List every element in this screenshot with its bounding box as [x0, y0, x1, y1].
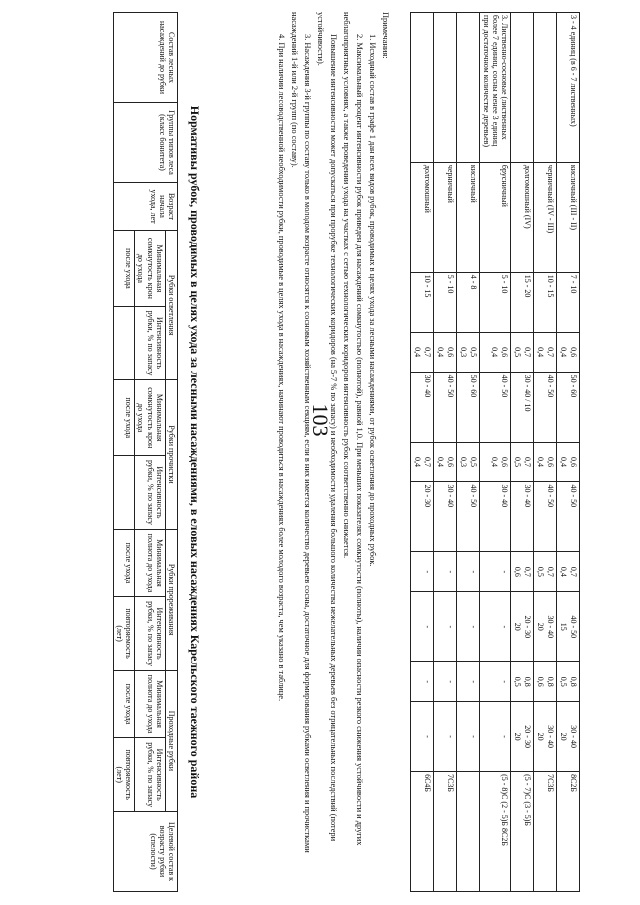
table-cell: (5 - 8)С (2 - 5)Б 8С2Б [480, 772, 511, 892]
table-cell: 30 - 40 [480, 482, 511, 552]
table-cell [411, 442, 434, 482]
cell-value: 0,6 [569, 347, 578, 358]
col-start-age: Возраст начала ухода, лет [113, 183, 177, 231]
table-cell: 40 - 50 [557, 482, 580, 552]
cell-value: 0,4 [559, 456, 568, 467]
table-cell: 50 - 60 [557, 372, 580, 442]
sub-after: после ухода [113, 670, 134, 738]
table-cell [534, 702, 557, 772]
cell-value: 20 - 30 [523, 615, 532, 639]
cell-value: 20 [513, 732, 522, 741]
table-cell: 7С3Б [434, 772, 457, 892]
note-item: 3. Насаждения 3-й группы по составу только в молодом возрасте относятся к сосновым хозяйственным секциям, если в них имеется количество деревьев сосны, достаточное для формирования рубками осветления и прочистками насаждений 1-й или 2-й групп (по составу). [290, 12, 312, 853]
table-cell: 4 - 8 [457, 272, 480, 332]
cell-value: 0,4 [436, 347, 446, 358]
table-cell: 7С3Б [534, 772, 557, 892]
cell-value: - [446, 570, 456, 574]
table-cell [434, 662, 457, 702]
page-number: 103 [308, 403, 333, 437]
cell-value: 0,7 [546, 566, 555, 577]
cell-value: - [469, 570, 479, 574]
cell-value: 0,6 [546, 456, 555, 467]
cell-value: 0,4 [413, 456, 423, 467]
table-cell [411, 592, 434, 662]
table-cell: 5 - 10 [480, 272, 511, 332]
table-cell: 40 - 50 [534, 372, 557, 442]
cell-value: - [423, 625, 433, 629]
cell-value: 0,3 [459, 456, 469, 467]
sub-intensity: Интенсивность рубки, % по запасу [135, 306, 166, 380]
table-cell: 40 - 50 [434, 372, 457, 442]
note-item: 4. При наличии лесоводственной необходимости рубки, проводимые в целях ухода в насаждениях, начинают проводиться в насаждениях более молодого возраста, чем указано в таблице. [277, 34, 286, 702]
cell-value: 0,4 [490, 456, 499, 467]
table-row [457, 13, 480, 892]
group-prochistka: Рубки прочистки [165, 380, 177, 529]
cell-value: - [500, 680, 509, 684]
table-cell [534, 662, 557, 702]
cell-value: 15 [559, 622, 568, 631]
table-cell [511, 592, 534, 662]
table-cell: 3 - 4 единиц (в 6 - 7 лиственных) [557, 13, 580, 163]
table-cell [511, 13, 534, 163]
table-cell [557, 332, 580, 372]
table-cell [511, 662, 534, 702]
cell-value: - [446, 735, 456, 738]
table-cell: 8С2Б [557, 772, 580, 892]
table-cell [411, 702, 434, 772]
table-cell: долгомошный (IV) [511, 162, 534, 272]
cell-value: - [423, 680, 433, 684]
cell-value: - [446, 625, 456, 629]
table-cell: 5 - 10 [434, 272, 457, 332]
table-cell [434, 592, 457, 662]
cell-value: 0,4 [436, 456, 446, 467]
table-cell [457, 13, 480, 163]
table-cell [457, 662, 480, 702]
cell-value: 20 - 30 [523, 725, 532, 748]
table-cell: 7 - 10 [557, 272, 580, 332]
table-cell: 30 - 40 / 10 [511, 372, 534, 442]
note-item: 1. Исходный состав в графе 1 дан всех видов рубок, проводимых в целях ухода за лесными насаждениями, от рубок осветления до проходных рубок. [368, 34, 377, 567]
table-cell [434, 552, 457, 592]
table-cell [457, 772, 480, 892]
cell-value: 0,5 [536, 566, 545, 577]
cell-value: - [423, 570, 433, 574]
table-cell [457, 592, 480, 662]
table-cell [411, 13, 434, 163]
table-cell [511, 702, 534, 772]
table-row [534, 13, 557, 892]
table-row [434, 13, 457, 892]
table-cell: кисличный (III - II) [557, 162, 580, 272]
spruce-norms-table [113, 12, 178, 892]
note-item: Повышение интенсивности может допускаться при прорубке технологических коридоров (на 5-7 % по запасу) и необходимости удаления большого количества нежелательных деревьев без отрицательных последствий (потери устойчивости). [316, 12, 338, 842]
col-forest-group: Группы типов леса (класс бонитета) [113, 103, 177, 183]
table-cell [557, 592, 580, 662]
table-cell [434, 702, 457, 772]
sub-min-fullness: Минимальная полнота до ухода [135, 529, 166, 597]
cell-value: 0,5 [469, 456, 479, 467]
cell-value: 30 - 40 [546, 615, 555, 639]
table-cell: 40 - 50 [457, 482, 480, 552]
table-cell [480, 662, 511, 702]
table-cell: 50 - 60 [457, 372, 480, 442]
cell-value: 20 [513, 622, 522, 631]
cell-value: - [423, 735, 433, 738]
cell-value: - [469, 680, 479, 684]
table-cell [557, 702, 580, 772]
table-cell [480, 702, 511, 772]
cell-value: 0,4 [536, 347, 545, 358]
table-cell [457, 702, 480, 772]
cell-value: 0,5 [469, 347, 479, 358]
table-cell: (5 - 7)С (3 - 5)Б [511, 772, 534, 892]
cell-value: - [500, 735, 509, 738]
cell-value: - [469, 735, 479, 738]
table-cell [434, 332, 457, 372]
sub-min-density: Минимальная сомкнутость крон до ухода [135, 380, 166, 456]
sub-after: после ухода [113, 529, 134, 597]
table-cell [457, 442, 480, 482]
table-cell [534, 442, 557, 482]
cell-value: 0,7 [546, 347, 555, 358]
table-cell: черничный [434, 162, 457, 272]
cell-value: 0,6 [446, 347, 456, 358]
sub-after: после ухода [113, 231, 134, 307]
cell-value: 0,4 [559, 347, 568, 358]
cell-value: 30 - 40 [569, 725, 578, 748]
cell-value: 0,6 [569, 456, 578, 467]
sub-after [113, 456, 134, 530]
table-cell: 40 - 50 [534, 482, 557, 552]
cell-value: - [469, 625, 479, 629]
sub-intensity: Интенсивность рубки, % по запасу [135, 456, 166, 530]
table-cell [480, 592, 511, 662]
cell-value: 0,5 [559, 676, 568, 687]
table-row [511, 13, 534, 892]
sub-min-density: Минимальная сомкнутость крон до ухода [135, 231, 166, 307]
cell-value: 0,7 [523, 566, 532, 577]
cell-value: 0,5 [513, 456, 522, 467]
cell-value: 0,4 [490, 347, 499, 358]
sub-intensity: Интенсивность рубки, % по запасу [135, 597, 166, 671]
table-cell [534, 552, 557, 592]
conifer-thinning-table [410, 12, 580, 892]
table-cell [457, 552, 480, 592]
table-cell: кисличный [457, 162, 480, 272]
note-item: 2. Максимальный процент интенсивности рубок приведен для насаждений сомкнутостью (полнотой), равной 1,0. При меньших показателях сомкнутости (полноты), наличии опасности резкого снижения устойчивости и других неблагоприятных условиях, а также проведении ухода на участках с сетью технологических коридоров интенсивность рубок соответственно снижается. [342, 12, 364, 846]
group-prokhodnye: Проходные рубки [165, 670, 177, 811]
cell-value: 0,8 [546, 676, 555, 687]
table-cell [557, 662, 580, 702]
cell-value: 0,4 [536, 456, 545, 467]
table-row [411, 13, 434, 892]
cell-value: 0,8 [523, 676, 532, 687]
cell-value: 0,3 [459, 347, 469, 358]
col-target: Целевой состав к возрасту рубки (спелости) [113, 812, 177, 892]
col-composition: Состав лесных насаждений до рубки [113, 13, 177, 103]
cell-value: 20 [536, 622, 545, 631]
cell-value: 0,7 [523, 347, 532, 358]
cell-value: 0,6 [500, 456, 509, 467]
table-cell: 20 - 30 [411, 482, 434, 552]
cell-value: 30 - 40 [546, 725, 555, 748]
table-cell: 15 - 20 [511, 272, 534, 332]
table-cell: 30 - 40 [411, 372, 434, 442]
cell-value: 0,6 [513, 566, 522, 577]
table-cell: долгомошный [411, 162, 434, 272]
group-prorezhivanie: Рубки прореживания [165, 529, 177, 670]
cell-value: 0,7 [569, 566, 578, 577]
notes-block [275, 12, 392, 892]
rotated-page-content [40, 12, 580, 892]
cell-value: 0,5 [513, 676, 522, 687]
table-cell [480, 442, 511, 482]
table-cell [411, 332, 434, 372]
cell-value: 20 [536, 732, 545, 741]
table-cell: 30 - 40 [434, 482, 457, 552]
group-osvetlenie: Рубки осветления [165, 231, 177, 380]
sub-after [113, 306, 134, 380]
table-cell [457, 332, 480, 372]
table-cell [534, 592, 557, 662]
table-cell [534, 332, 557, 372]
table-cell [411, 552, 434, 592]
notes-heading: Примечания: [381, 12, 390, 59]
table-cell: 10 - 15 [534, 272, 557, 332]
table-row [557, 13, 580, 892]
table-row [480, 13, 511, 892]
table-cell [557, 442, 580, 482]
table-cell [434, 13, 457, 163]
table-cell: 30 - 40 [511, 482, 534, 552]
table-cell: 40 - 50 [480, 372, 511, 442]
sub-intensity: Интенсивность рубки, % по запасу [135, 738, 166, 812]
table-cell [511, 442, 534, 482]
cell-value: 20 [559, 732, 568, 741]
table-cell: черничный (IV - III) [534, 162, 557, 272]
sub-after: после ухода [113, 380, 134, 456]
cell-value: 0,7 [423, 347, 433, 358]
table-cell: 10 - 15 [411, 272, 434, 332]
cell-value: - [500, 570, 509, 574]
cell-value: 0,6 [536, 676, 545, 687]
table-cell: 6С4Б [411, 772, 434, 892]
table-cell [411, 662, 434, 702]
cell-value: 0,4 [559, 566, 568, 577]
table-cell: 3. Лиственно-сосновые (лиственных более 7 единиц, сосны менее 3 единиц при достаточном количестве деревьев) [480, 13, 511, 163]
sub-repeat: повторяемость (лет) [113, 738, 134, 812]
cell-value: - [500, 625, 509, 629]
table-cell [511, 332, 534, 372]
sub-min-fullness: Минимальная полнота до ухода [135, 670, 166, 738]
cell-value: 40 - 50 [569, 615, 578, 639]
cell-value: 0,8 [569, 676, 578, 687]
sub-repeat: повторяемость (лет) [113, 597, 134, 671]
table-cell: брусничный [480, 162, 511, 272]
spruce-table-title: Нормативы рубок, проводимых в целях ухода за лесными насаждениями, в еловых насаждениях Карельского таежного района [188, 105, 202, 799]
cell-value: 0,6 [446, 456, 456, 467]
table-cell [480, 552, 511, 592]
table-cell [434, 442, 457, 482]
cell-value: 0,7 [423, 456, 433, 467]
cell-value: 0,5 [513, 347, 522, 358]
cell-value: 0,4 [413, 347, 423, 358]
table-cell [480, 332, 511, 372]
cell-value: 0,7 [523, 456, 532, 467]
table-cell [511, 552, 534, 592]
table-cell [557, 552, 580, 592]
cell-value: - [446, 680, 456, 684]
cell-value: 0,6 [500, 347, 509, 358]
table-cell [534, 13, 557, 163]
